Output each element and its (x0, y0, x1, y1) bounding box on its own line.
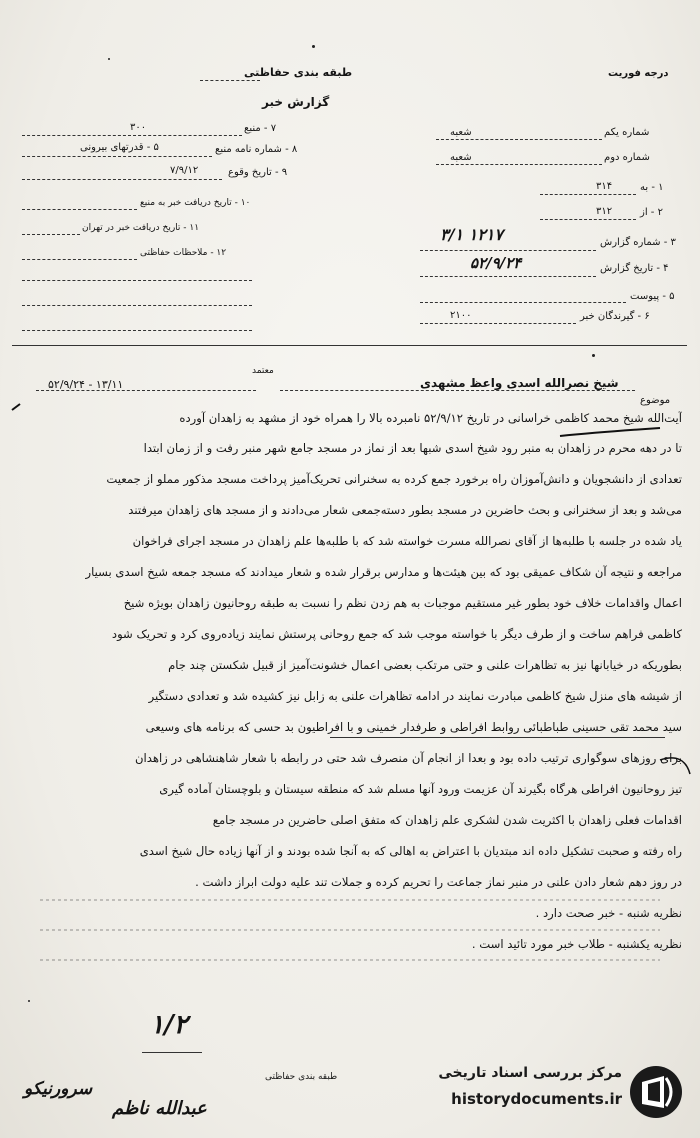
field-letter-value: ۵ - قدرتهای بیرونی (80, 142, 159, 153)
field-recipients-label: ۶ - گیرندگان خبر (580, 311, 650, 322)
body-line: کاظمی فراهم ساخت و از طرف دیگر با خواسته موجب شد که جمع روحانی پرستش نمایند زیاده‌روی کرد و تحریک شود (111, 627, 682, 641)
body-line: آیت‌الله شیخ محمد کاظمی خراسانی در تاریخ ۵۲/۹/۱۲ نامبرده بالا را همراه خود از مشهد به زاهدان آورده (179, 411, 682, 425)
field-source-label: ۷ - منبع (244, 123, 277, 134)
body-line: نظریه شنبه - خبر صحت دارد . (535, 906, 682, 920)
body-line: بطوریکه در خیابانها نیز به تظاهرات علنی و حتی مرتکب بعضی اعمال خشونت‌آمیز از قبیل شکستن چند جام (168, 658, 682, 672)
field-copy1-value: شعبه (450, 127, 472, 138)
subject-text: شیخ نصرالله اسدی واعظ مشهدی (420, 376, 619, 390)
scan-speck (312, 45, 315, 48)
body-line: اقدامات فعلی زاهدان با اکثریت شدن لشکری علم زاهدان که متفق اصلی حاضرین در مسجد جامع (212, 813, 682, 827)
scan-speck (28, 1000, 30, 1002)
subject-tag: معتمد (252, 366, 274, 376)
urgency-label: درجه فوریت (608, 68, 669, 79)
field-to-value: ۳۱۴ (596, 181, 613, 192)
body-line: تا در دهه محرم در زاهدان به منبر رود شیخ اسدی شبها بعد از نماز در مسجد جامع شهر منبر رفت و از زمان ابتدا (143, 441, 682, 455)
watermark-title: مرکز بررسی اسناد تاریخی (438, 1065, 622, 1081)
field-to-label: ۱ - به (640, 182, 664, 193)
subject-number: ۵۲/۹/۲۴ - ۱۳/۱۱ (48, 378, 124, 391)
footer-classification: طبقه بندی حفاظتی (265, 1072, 338, 1082)
classification-label: طبقه بندی حفاظتی (244, 66, 353, 79)
watermark-url: historydocuments.ir (451, 1090, 622, 1108)
signature-left: سرورنیکو (24, 1079, 93, 1099)
body-line: سید محمد تقی حسینی طباطبائی روابط افراطی و طرفدار خمینی و با افراطیون بد حسی که برنامه های وسیعی (145, 720, 682, 734)
field-report-date-hand: ۵۲/۹/۲۴ (470, 254, 522, 272)
body-line: از شیشه های منزل شیخ کاظمی مبادرت نمایند در ادامه تظاهرات علنی به زابل نیز کشیده شد و تعدادی دستگیر (148, 689, 682, 703)
body-line: برای روزهای سوگواری ترتیب داده بود و بعدا از انجام آن منصرف شد حتی در رابطه با شعار شاهنشاهی در زاهدان (135, 751, 682, 765)
field-date-value: ۷/۹/۱۲ (170, 165, 199, 176)
page-mark-underline (142, 1052, 202, 1053)
page-mark: ۱/۲ (150, 1010, 188, 1040)
body-line: اعمال واقدامات خلاف خود بطور غیر مستقیم موجبات به هم زدن نظم را نسبت به طبقه روحانیون زاهدان بویژه شیخ (123, 596, 682, 610)
subject-label: موضوع (640, 395, 671, 406)
body-line: تعدادی از دانشجویان و دانش‌آموزان راه برخورد جمع کرده به سخنرانی تحریک‌آمیز پرداخت مسجد مذکور مملو از جمعیت (106, 472, 682, 486)
field-tehran-label: ۱۱ - تاریخ دریافت خبر در تهران (82, 223, 200, 233)
report-title: گزارش خبر (262, 95, 330, 109)
field-copy2-value: شعبه (450, 152, 472, 163)
scan-speck (108, 58, 110, 60)
field-report-number-hand: ۳/۱ ۱۲۱۷ (440, 225, 503, 244)
body-line: راه رفته و صحبت تشکیل داده اند مبتدیان با اعتراض به اهالی که به آنجا شده بودند و از آنها زیاده حال شیخ اسدی (139, 844, 682, 858)
field-from-value: ۳۱۲ (596, 206, 613, 217)
body-line: یاد شده در جلسه با طلبه‌ها از آقای نصرالله مسرت خواسته شد که با طلبه‌ها علم زاهدان در مسجد اجرای فراخوان (132, 534, 682, 548)
field-protection-label: ۱۲ - ملاحظات حفاظتی (140, 248, 227, 258)
field-date-label: ۹ - تاریخ وقوع (228, 167, 288, 178)
field-recipients-value: ۲۱۰۰ (450, 310, 472, 321)
field-received-label: ۱۰ - تاریخ دریافت خبر به منبع (140, 198, 251, 208)
field-copy2-label: شماره دوم (604, 152, 650, 163)
scan-speck (592, 354, 595, 357)
body-line: در روز دهم شعار دادن علنی در منبر نماز جماعت را تحریم کرده و جملات تند علیه دولت ابراز داشت . (195, 875, 682, 889)
body-line: تیز روحانیون افراطی هرگاه بگیرند آن عزیمت ورود آنها مسلم شد که منطقه سیستان و بلوچستان آماده گیری (159, 782, 682, 796)
field-letter-label: ۸ - شماره نامه منبع (215, 144, 298, 155)
field-report-date-label: ۴ - تاریخ گزارش (600, 263, 669, 274)
field-report-number-label: ۳ - شماره گزارش (600, 237, 676, 248)
signature: عبدالله ناظم (112, 1098, 207, 1119)
body-line: نظریه یکشنبه - طلاب خبر مورد تائید است . (471, 937, 682, 951)
archive-watermark (394, 1064, 684, 1124)
field-copy1-label: شماره یکم (604, 127, 650, 138)
body-line: می‌شد و بعد از سخنرانی و بحث حاضرین در مسجد بطور دسته‌جمعی شعار می‌دادند و از مسجد های زاهدان میرفتند (128, 503, 682, 517)
field-source-value: ۳۰۰ (130, 122, 147, 133)
archive-logo-icon (628, 1064, 684, 1120)
body-line: مراجعه و نتیجه آن شکاف عمیقی بود که بین هیئت‌ها و مدارس برقرار شده و شعار میدادند که مسجد جمعه شیخ اسدی بسیار (85, 565, 682, 579)
field-from-label: ۲ - از (640, 207, 663, 218)
field-attachment-label: ۵ - پیوست (630, 291, 675, 302)
